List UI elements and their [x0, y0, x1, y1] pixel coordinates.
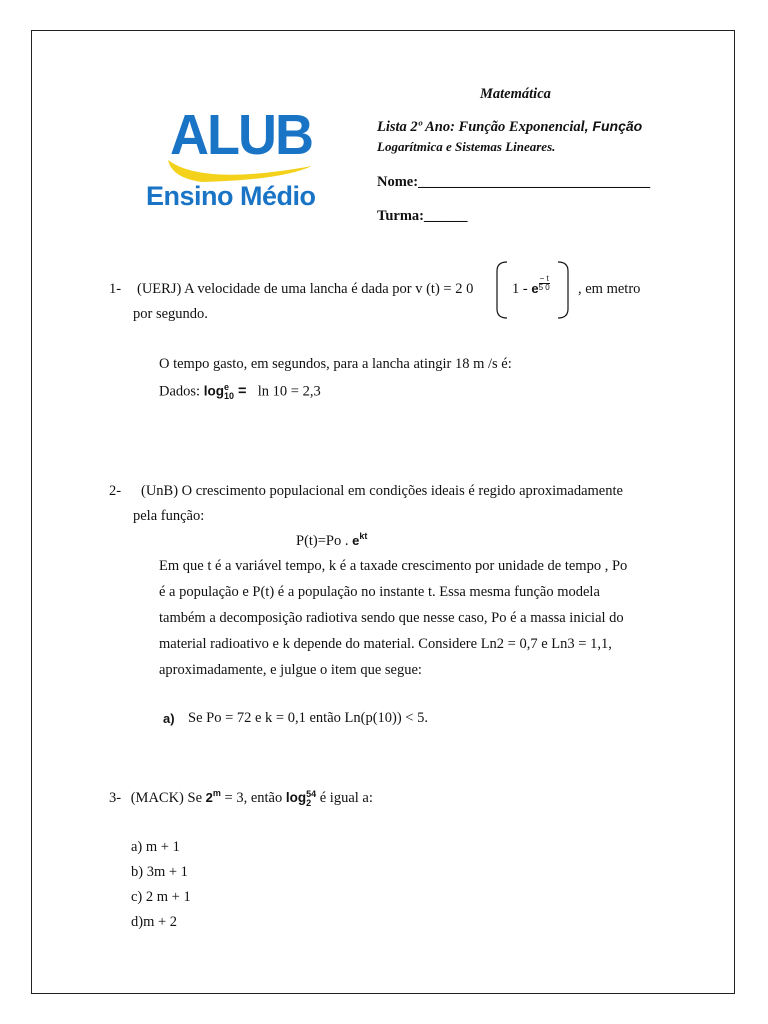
q3-pow-base: 2 — [205, 789, 213, 805]
q1-left-paren-icon — [495, 261, 509, 319]
q3-text-b: = 3, então — [220, 789, 286, 806]
q2-number: 2- — [109, 483, 122, 499]
q3-number: 3- — [109, 789, 122, 806]
q2-para-line1: Em que t é a variável tempo, k é a taxade crescimento por unidade de tempo , Po — [159, 558, 628, 574]
alub-logo — [146, 103, 334, 218]
logo-word-alub: ALUB — [170, 103, 312, 167]
q2-item-text: Se Po = 72 e k = 0,1 então Ln(p(10)) < 5. — [188, 710, 428, 726]
q1-log-sub: 10 — [223, 391, 234, 401]
list-title-line1 — [377, 118, 642, 136]
q2-formula-text: P(t)=Po . — [296, 532, 353, 549]
q2-para-line5: aproximadamente, e julgue o item que segue: — [159, 662, 422, 678]
q1-text-c: por segundo. — [133, 306, 208, 322]
q1-text-b: , em metro — [578, 281, 641, 297]
q3-option-a: a) m + 1 — [131, 839, 180, 855]
name-line: ________________________________ — [418, 174, 651, 190]
q3-log-sub: 2 — [306, 797, 312, 808]
q2-para-line4: material radioativo e k depende do material. Considere Ln2 = 0,7 e Ln3 = 1,1, — [159, 636, 612, 652]
q1-paren-content — [512, 274, 550, 298]
q2-para-line3: também a decomposição radiotiva sendo que nesse caso, Po é a massa inicial do — [159, 610, 624, 626]
q1-right-paren-icon — [556, 261, 570, 319]
q1-exp-den: 5 0 — [538, 283, 550, 293]
q2-formula-e: e — [352, 532, 360, 548]
q3-pow-exp: m — [212, 788, 221, 798]
q3-stem — [109, 788, 373, 808]
q3-log-sup: 54 — [306, 788, 317, 799]
list-title-part3: Logarítmica e Sistemas Lineares. — [377, 139, 556, 154]
q1-exp-num: − t — [539, 274, 549, 284]
name-field — [377, 174, 650, 191]
q2-text-b: pela função: — [133, 508, 205, 524]
q3-option-c: c) 2 m + 1 — [131, 889, 191, 905]
q1-log: log — [203, 383, 224, 399]
name-label: Nome: — [377, 174, 419, 190]
logo-word-ensino-medio: Ensino Médio — [146, 181, 316, 211]
q2-text-a: (UnB) O crescimento populacional em condições ideais é regido aproximadamente — [141, 483, 623, 499]
q2-para-line2: é a população e P(t) é a população no instante t. Essa mesma função modela — [159, 584, 600, 600]
q1-log-sup: e — [223, 382, 229, 392]
q2-formula — [296, 531, 367, 550]
q3-text-a: (MACK) Se — [130, 789, 206, 806]
list-title-part1: Lista 2º Ano: Função Exponencial — [377, 119, 585, 135]
q1-e: e — [531, 281, 539, 296]
q1-line2: O tempo gasto, em segundos, para a lancha atingir 18 m /s é: — [159, 356, 512, 372]
q1-data-label: Dados: — [159, 383, 201, 400]
q3-text-c: é igual a: — [316, 789, 373, 806]
q2-item-label: a) — [163, 711, 175, 726]
q1-text-a: (UERJ) A velocidade de uma lancha é dada por v (t) = 2 0 — [137, 281, 474, 297]
list-title-part2: , Função — [584, 118, 643, 134]
class-field — [377, 208, 468, 225]
q2-formula-exp: kt — [359, 531, 368, 541]
q3-log: log — [285, 789, 307, 805]
q1-log-eq: = — [233, 383, 251, 400]
q3-option-b: b) 3m + 1 — [131, 864, 188, 880]
q1-ln: ln 10 = 2,3 — [257, 383, 321, 400]
q1-data — [159, 383, 321, 401]
q1-paren-inner: 1 - — [512, 281, 532, 297]
subject-title: Matemática — [480, 86, 551, 102]
class-label: Turma: — [377, 208, 424, 224]
list-title-line2 — [377, 139, 555, 155]
q1-number: 1- — [109, 281, 122, 297]
class-line: ______ — [424, 208, 468, 224]
q1-exponent — [539, 275, 550, 292]
q3-option-d: d)m + 2 — [131, 914, 178, 930]
